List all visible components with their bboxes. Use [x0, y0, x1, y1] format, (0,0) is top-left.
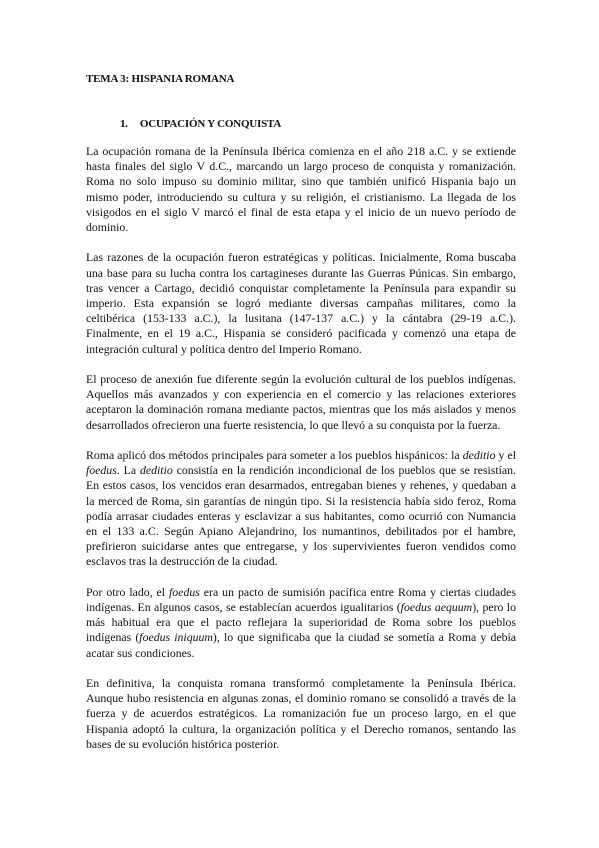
document-body [86, 144, 516, 752]
text-run: y el [495, 448, 517, 463]
text-run: En definitiva, la conquista romana transformó completamente la Península Ibérica. Aunque hubo resistencia en algunas zonas, el dominio romano se consolidó a través de la fuerza y de acuerdos estratégicos. La romanización fue un proceso largo, en el que Hispania adoptó la cultura, la organización política y el Derecho romanos, sentando las bases de su evolución histórica posterior. [86, 676, 516, 751]
paragraph-3 [86, 372, 516, 433]
paragraph-6 [86, 676, 516, 752]
text-run: . La [116, 463, 140, 478]
latin-term: foedus aequum [400, 600, 473, 615]
text-run: ), lo que significaba que la ciudad se sometía a Roma y debía acatar sus condiciones. [86, 630, 516, 660]
paragraph-5 [86, 585, 516, 661]
latin-term: foedus iniquum [139, 630, 213, 645]
text-run: consistía en la rendición incondicional de los pueblos que se resistían. En estos casos, los vencidos eran desarmados, entregaban bienes y rehenes, y quedaban a la merced de Roma, sin garantías de ningún tipo. Si la resistencia había sido feroz, Roma podía arrasar ciudades enteras y esclavizar a sus habitantes, como ocurrió con Numancia en el 133 a.C. Según Apiano Alejandrino, los numantinos, debilitados por el hambre, prefirieron suicidarse antes que entregarse, y los supervivientes fueron vendidos como esclavos tras la destrucción de la ciudad. [86, 463, 516, 569]
paragraph-1 [86, 144, 516, 235]
latin-term: deditio [140, 463, 173, 478]
text-run: era un pacto de sumisión pacífica entre Roma y ciertas ciudades indígenas. En algunos casos, se establecían acuerdos igualitarios ( [86, 584, 516, 615]
text-run: Roma aplicó dos métodos principales para someter a los pueblos hispánicos: la [86, 448, 463, 463]
text-run: ), pero lo más habitual era que el pacto reflejara la superioridad de Roma sobre los pueblos indígenas ( [86, 600, 516, 645]
section-heading [120, 118, 281, 130]
latin-term: foedus [86, 463, 117, 478]
text-run: La ocupación romana de la Península Ibérica comienza en el año 218 a.C. y se extiende hasta finales del siglo V d.C., marcando un largo proceso de conquista y romanización. Roma no solo impuso su dominio militar, sino que también unificó Hispania bajo un mismo poder, introduciendo su cultura y su religión, el cristianismo. La llegada de los visigodos en el siglo V marcó el final de esta etapa y el inicio de un nuevo período de dominio. [86, 144, 516, 235]
paragraph-2 [86, 250, 516, 356]
text-run: Las razones de la ocupación fueron estratégicas y políticas. Inicialmente, Roma buscaba una base para su lucha contra los cartagineses durante las Guerras Púnicas. Sin embargo, tras vencer a Cartago, decidió conquistar completamente la Península para expandir su imperio. Esta expansión se logró mediante diversas campañas militares, como la celtibérica (153-133 a.C.), la lusitana (147-137 a.C.) y la cántabra (29-19 a.C.). Finalmente, en el 19 a.C., Hispania se consideró pacificada y comenzó una etapa de integración cultural y política dentro del Imperio Romano. [86, 250, 516, 356]
section-number: 1. [120, 118, 128, 130]
latin-term: foedus [169, 584, 200, 599]
latin-term: deditio [462, 448, 496, 463]
section-title: OCUPACIÓN Y CONQUISTA [139, 118, 282, 130]
document-title: TEMA 3: HISPANIA ROMANA [86, 73, 235, 85]
text-run: Por otro lado, el [86, 584, 170, 599]
paragraph-4 [86, 448, 516, 570]
text-run: El proceso de anexión fue diferente según la evolución cultural de los pueblos indígenas. Aquellos más avanzados y con experiencia en el comercio y las relaciones exteriores aceptaron la dominación romana mediante pactos, mientras que los más aislados y menos desarrollados ofrecieron una fuerte resistencia, lo que llevó a su conquista por la fuerza. [86, 372, 516, 432]
